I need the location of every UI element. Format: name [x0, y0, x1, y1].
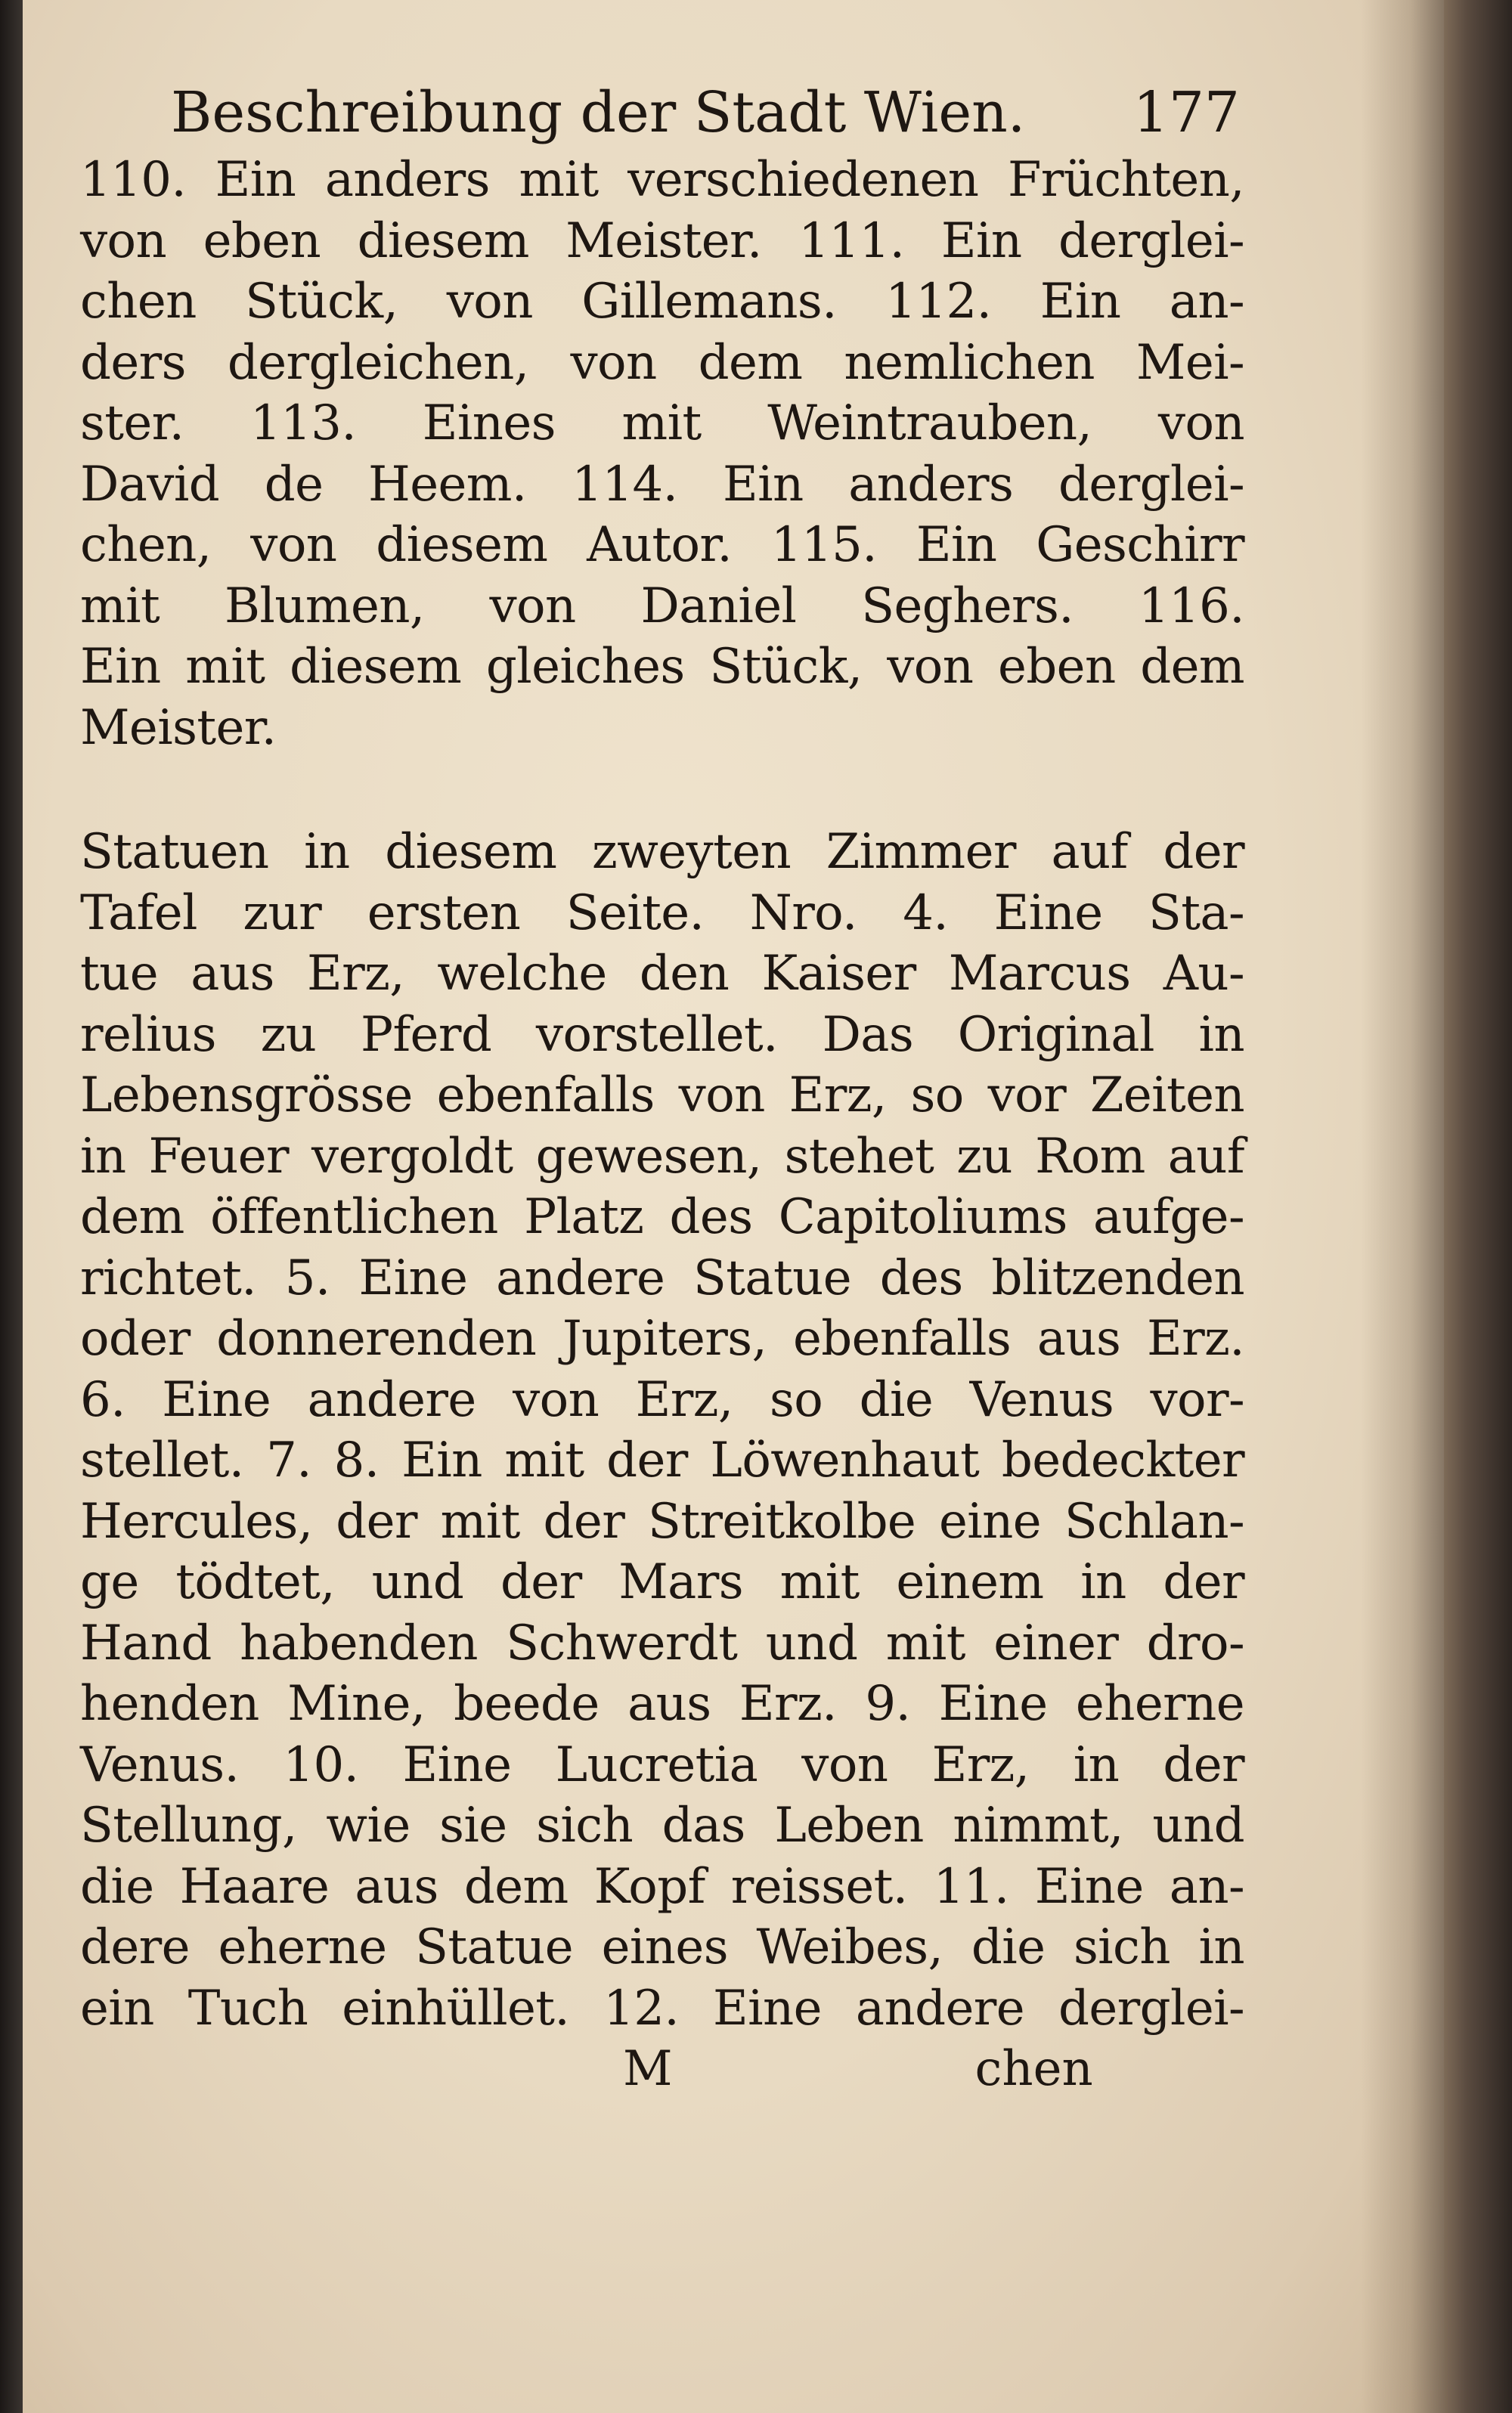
- text-line: ein Tuch einhüllet. 12. Eine andere derglei-: [80, 1980, 1244, 2037]
- text-line: Hand habenden Schwerdt und mit einer dro-: [80, 1615, 1244, 1671]
- text-block: [80, 79, 1244, 2099]
- text-line: Venus. 10. Eine Lucretia von Erz, in der: [80, 1736, 1244, 1793]
- text-line: in Feuer vergoldt gewesen, stehet zu Rom auf: [80, 1128, 1244, 1185]
- text-line: Tafel zur ersten Seite. Nro. 4. Eine Sta-: [80, 884, 1244, 941]
- paragraph-gap: [80, 758, 1244, 822]
- text-line: oder donnerenden Jupiters, ebenfalls aus Erz.: [80, 1311, 1244, 1367]
- text-line: Stellung, wie sie sich das Leben nimmt, und: [80, 1798, 1244, 1854]
- paragraph-statues: [80, 822, 1244, 2039]
- text-line: Meister.: [80, 699, 277, 756]
- text-line: ge tödtet, und der Mars mit einem in der: [80, 1554, 1244, 1610]
- page-number: 177: [1132, 80, 1240, 145]
- text-line: ster. 113. Eines mit Weintrauben, von: [80, 395, 1244, 451]
- page-footer: [80, 2039, 1244, 2099]
- text-line: Ein mit diesem gleiches Stück, von eben dem: [80, 639, 1244, 695]
- catchword: chen: [974, 2041, 1093, 2097]
- text-line: chen, von diesem Autor. 115. Ein Geschirr: [80, 517, 1244, 573]
- text-line: Statuen in diesem zweyten Zimmer auf der: [80, 824, 1244, 880]
- page-header: [80, 79, 1244, 150]
- text-line: chen Stück, von Gillemans. 112. Ein an-: [80, 274, 1244, 330]
- text-line: dem öffentlichen Platz des Capitoliums aufge-: [80, 1189, 1244, 1245]
- text-line: stellet. 7. 8. Ein mit der Löwenhaut bedeckter: [80, 1433, 1244, 1488]
- text-line: ders dergleichen, von dem nemlichen Mei-: [80, 334, 1244, 391]
- text-line: von eben diesem Meister. 111. Ein derglei-: [80, 212, 1244, 269]
- text-line: richtet. 5. Eine andere Statue des blitzenden: [80, 1250, 1244, 1306]
- text-line: Lebensgrösse ebenfalls von Erz, so vor Zeiten: [80, 1067, 1244, 1123]
- text-line: David de Heem. 114. Ein anders derglei-: [80, 456, 1244, 513]
- text-line: Hercules, der mit der Streitkolbe eine Schlan-: [80, 1493, 1244, 1550]
- text-line: die Haare aus dem Kopf reisset. 11. Eine an-: [80, 1858, 1244, 1915]
- text-line: 110. Ein anders mit verschiedenen Früchten,: [80, 152, 1244, 208]
- text-line: dere eherne Statue eines Weibes, die sich in: [80, 1919, 1244, 1975]
- paragraph-paintings: [80, 150, 1244, 758]
- text-line: relius zu Pferd vorstellet. Das Original in: [80, 1006, 1244, 1063]
- text-line: tue aus Erz, welche den Kaiser Marcus Au-: [80, 946, 1244, 1002]
- text-line: mit Blumen, von Daniel Seghers. 116.: [80, 578, 1244, 634]
- text-line: 6. Eine andere von Erz, so die Venus vor-: [80, 1371, 1244, 1428]
- running-title: Beschreibung der Stadt Wien.: [171, 80, 1026, 145]
- signature-mark: M: [623, 2041, 673, 2097]
- text-line: henden Mine, beede aus Erz. 9. Eine eherne: [80, 1676, 1244, 1732]
- book-page: [23, 0, 1444, 2413]
